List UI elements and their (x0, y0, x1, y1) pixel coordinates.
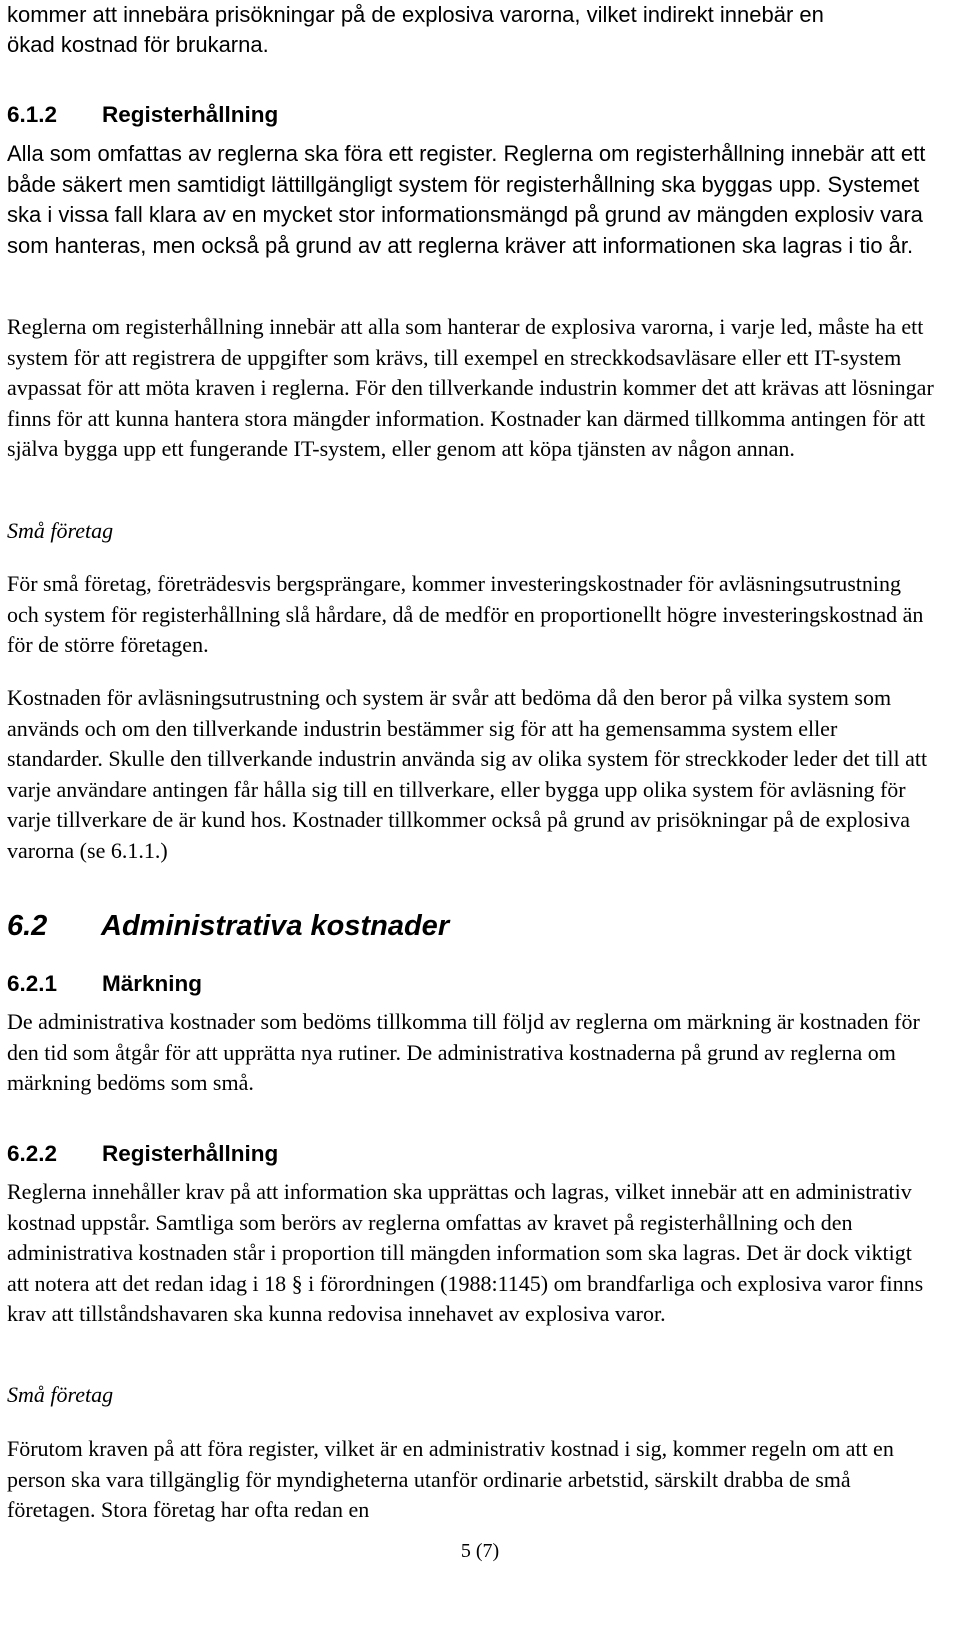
paragraph-6-1-2-a: Alla som omfattas av reglerna ska föra ett register. Reglerna om registerhållning innebär att ett både säkert men samtidigt lättillgängligt system för registerhållning ska byggas upp. Systemet ska i vissa fall klara av en mycket stor informationsmängd på grund av mängden explosiv vara som hanteras, men också på grund av att reglerna kräver att informationen ska lagras i tio år. (7, 141, 926, 258)
section-number: 6.1.2 (7, 102, 58, 127)
intro-line-1: kommer att innebära prisökningar på de explosiva varorna, vilket indirekt innebär en (7, 2, 824, 27)
subheading-small-companies: Små företag (7, 518, 114, 543)
paragraph-6-1-2-c: För små företag, företrädesvis bergsprängare, kommer investeringskostnader för avläsningsutrustning och system för registerhållning slå hårdare, då de medför en proportionellt högre investeringskostnad än för de större företagen. (7, 571, 924, 658)
paragraph-6-2-2-b: Förutom kraven på att föra register, vilket är en administrativ kostnad i sig, kommer regeln om att en person ska vara tillgänglig för myndigheterna utanför ordinarie arbetstid, särskilt drabba de små företagen. Stora företag har ofta redan en (7, 1436, 894, 1523)
section-heading-6-2-1 (7, 969, 937, 999)
section-title: Administrativa kostnader (101, 910, 450, 942)
paragraph-6-1-2-b: Reglerna om registerhållning innebär att alla som hanterar de explosiva varorna, i varje led, måste ha ett system för att registrera de uppgifter som krävs, till exempel en streckkodsavläsare eller ett IT-system avpassat för att möta kraven i reglerna. För den tillverkande industrin kommer det att krävas att lösningar finns för att kunna hantera stora mängder information. Kostnader kan därmed tillkomma antingen för att själva bygga upp ett fungerande IT-system, eller genom att köpa tjänsten av någon annan. (7, 314, 934, 462)
section-title: Registerhållning (102, 102, 279, 127)
intro-paragraph (7, 0, 937, 60)
section-title: Registerhållning (102, 1141, 279, 1166)
paragraph-6-1-2-d: Kostnaden för avläsningsutrustning och system är svår att bedöma då den beror på vilka system som används och om den tillverkande industrin bestämmer sig för att ha gemensamma system eller standarder. Skulle den tillverkande industrin använda sig av olika system för streckkoder leder det till att varje användare antingen får hålla sig till en tillverkare, eller bygga upp olika system för avläsning för varje tillverkare de är kund hos. Kostnader tillkommer också på grund av prisökningar på de explosiva varorna (se 6.1.1.) (7, 685, 928, 863)
page-number: 5 (7) (460, 1540, 500, 1562)
subheading-small-companies-2: Små företag (7, 1382, 114, 1407)
intro-line-2: ökad kostnad för brukarna. (7, 32, 269, 57)
section-heading-6-2-2 (7, 1139, 937, 1169)
section-number: 6.2 (7, 910, 48, 942)
section-title: Märkning (102, 971, 203, 996)
paragraph-6-2-1: De administrativa kostnader som bedöms tillkomma till följd av reglerna om märkning är kostnaden för den tid som åtgår för att upprätta nya rutiner. De administrativa kostnaderna på grund av reglerna om märkning bedöms som små. (7, 1009, 920, 1096)
paragraph-6-2-2-a: Reglerna innehåller krav på att information ska upprättas och lagras, vilket innebär att en administrativ kostnad uppstår. Samtliga som berörs av reglerna omfattas av kravet på registerhållning och den administrativa kostnaden står i proportion till mängden information som ska lagras. Det är dock viktigt att notera att det redan idag i 18 § i förordningen (1988:1145) om brandfarliga och explosiva varor finns krav att tillståndshavaren ska kunna redovisa innehavet av explosiva varor. (7, 1179, 924, 1327)
section-heading-6-1-2 (7, 100, 937, 130)
section-number: 6.2.1 (7, 971, 58, 996)
section-heading-6-2 (7, 908, 937, 944)
section-number: 6.2.2 (7, 1141, 58, 1166)
